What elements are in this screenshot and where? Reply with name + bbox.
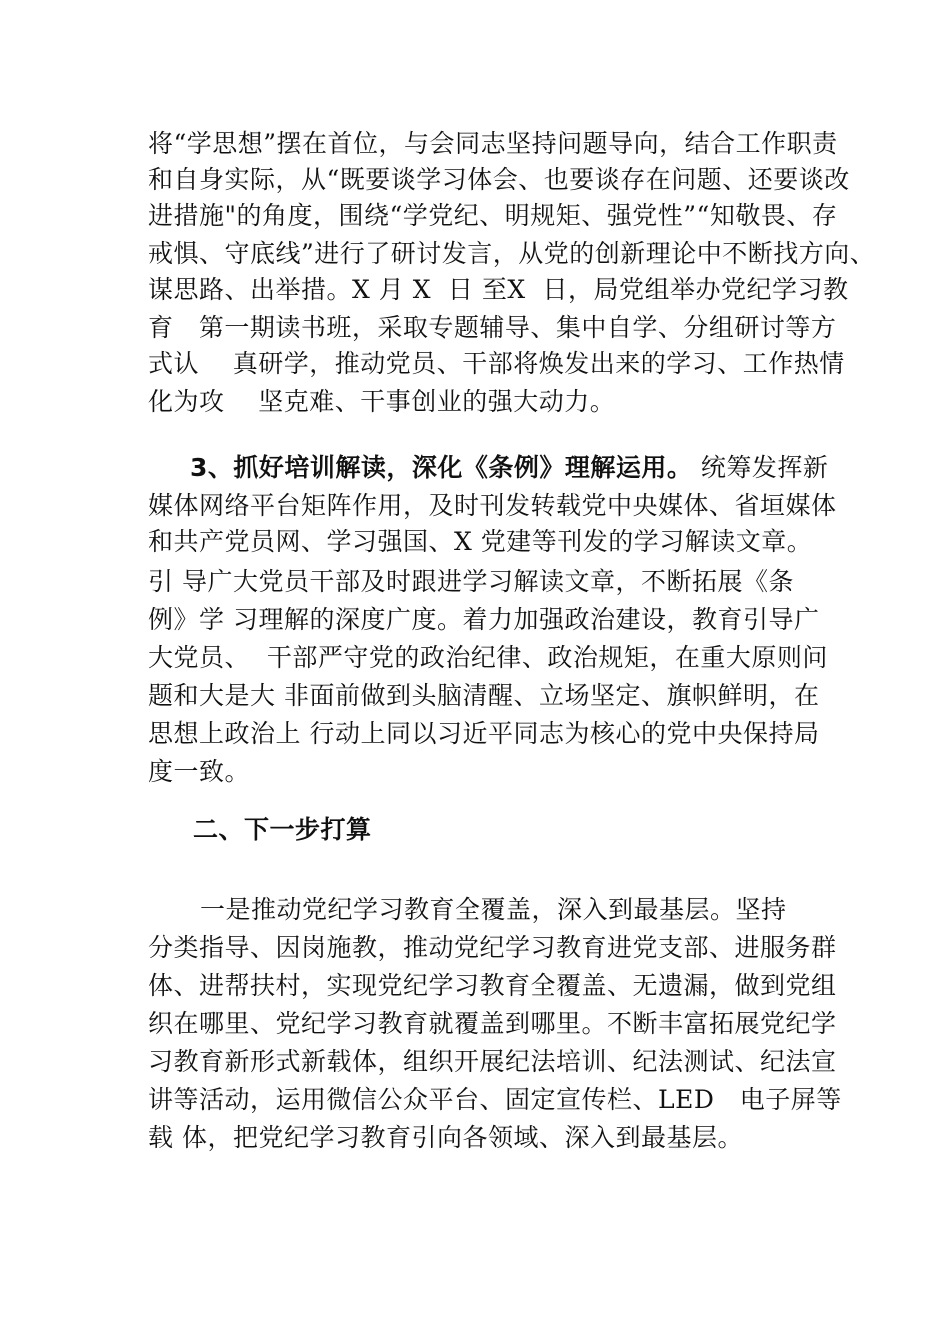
paragraph2-first-line-rest: 统筹发挥新 [692, 453, 829, 482]
paragraph3-line-5: 习教育新形式新载体，组织开展纪法培训、纪法测试、纪法宣 [148, 1047, 837, 1076]
paragraph2-first-line [190, 450, 828, 486]
paragraph1-line-8: 化为攻 坚克难、干事创业的强大动力。 [148, 387, 616, 416]
paragraph1-line-2: 和自身实际，从“既要谈学习体会、也要谈存在问题、还要谈改 [148, 165, 850, 194]
paragraph1-line-6: 育 第一期读书班，采取专题辅导、集中自学、分组研讨等方 [148, 313, 837, 342]
paragraph2-line-2: 媒体网络平台矩阵作用，及时刊发转载党中央媒体、省垣媒体 [148, 491, 837, 520]
paragraph3-line-4: 织在哪里、党纪学习教育就覆盖到哪里。不断丰富拓展党纪学 [148, 1009, 837, 1038]
paragraph2-line-6: 大党员、 干部严守党的政治纪律、政治规矩，在重大原则问 [148, 643, 828, 672]
paragraph3-line-7: 载 体，把党纪学习教育引向各领域、深入到最基层。 [148, 1123, 743, 1152]
paragraph2-line-4: 引 导广大党员干部及时跟进学习解读文章，不断拓展《条 [148, 567, 794, 596]
paragraph2-line-9: 度一致。 [148, 757, 251, 786]
paragraph3-line-6: 讲等活动，运用微信公众平台、固定宣传栏、LED 电子屏等 [148, 1085, 842, 1114]
paragraph2-line-7: 题和大是大 非面前做到头脑清醒、立场坚定、旗帜鲜明，在 [148, 681, 820, 710]
paragraph2-line-8: 思想上政治上 行动上同以习近平同志为核心的党中央保持局 [148, 719, 820, 748]
paragraph1-line-3: 进措施"的角度，围绕“学党纪、明规矩、强党性”“知敬畏、存 [148, 201, 838, 230]
paragraph2-heading: 3、抓好培训解读，深化《条例》理解运用。 [190, 453, 693, 482]
paragraph1-line-7: 式认 真研学，推动党员、干部将焕发出来的学习、工作热情 [148, 349, 845, 378]
paragraph2-line-3: 和共产党员网、学习强国、X 党建等刊发的学习解读文章。 [148, 527, 813, 556]
section2-heading: 二、下一步打算 [193, 815, 372, 844]
paragraph3-line-1: 一是推动党纪学习教育全覆盖，深入到最基层。坚持 [200, 895, 787, 924]
paragraph1-line-5: 谋思路、出举措。X 月 X 日 至X 日，局党组举办党纪学习教 [148, 275, 849, 304]
paragraph1-line-4: 戒惧、守底线”进行了研讨发言，从党的创新理论中不断找方向、 [148, 239, 876, 268]
paragraph2-line-5: 例》学 习理解的深度广度。着力加强政治建设，教育引导广 [148, 605, 820, 634]
paragraph3-line-3: 体、进帮扶村，实现党纪学习教育全覆盖、无遗漏，做到党组 [148, 971, 837, 1000]
paragraph1-line-1: 将“学思想”摆在首位，与会同志坚持问题导向，结合工作职责 [148, 129, 838, 158]
paragraph3-line-2: 分类指导、因岗施教，推动党纪学习教育进党支部、进服务群 [148, 933, 837, 962]
